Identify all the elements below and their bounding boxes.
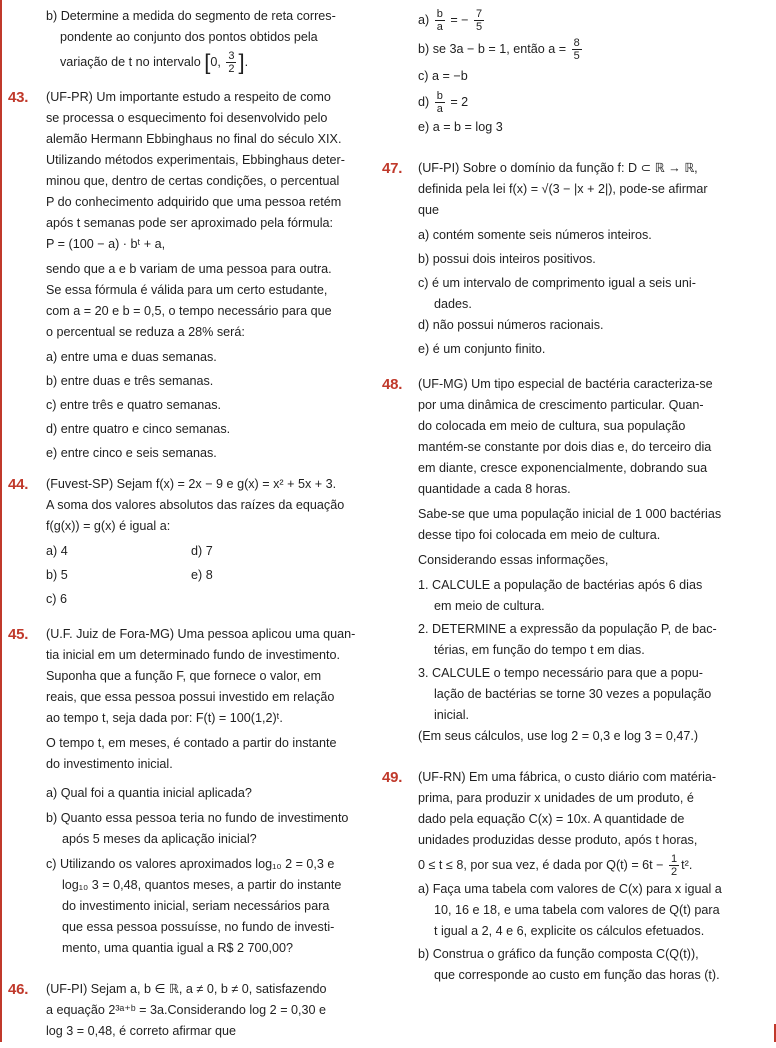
q42b-fraction <box>226 50 236 75</box>
question-43 <box>8 87 360 464</box>
q48-line: desse tipo foi colocada em meio de cultura. <box>418 528 661 542</box>
q47-line: (UF-PI) Sobre o domínio da função f: D ⊂ ℝ → ℝ, <box>418 161 698 175</box>
q47-option-a: a) contém somente seis números inteiros. <box>418 228 652 242</box>
q43-line: alemão Hermann Ebbinghaus no final do século XIX. <box>46 131 342 146</box>
q49-frac <box>669 853 679 878</box>
q47-line: definida pela lei f(x) = √(3 − |x + 2|), pode-se afirmar <box>418 182 708 196</box>
question-number: 49. <box>382 769 403 786</box>
q45-line: ao tempo t, seja dada por: F(t) = 100(1,2)ᵗ. <box>46 710 283 725</box>
q43-line: Utilizando métodos experimentais, Ebbinghaus deter- <box>46 152 345 167</box>
q43-option-d: d) entre quatro e cinco semanas. <box>46 421 231 436</box>
q42b-interval-zero: 0, <box>210 55 221 69</box>
q47-option-b: b) possui dois inteiros positivos. <box>418 252 596 266</box>
q46-option-a <box>418 6 744 34</box>
q44-line: (Fuvest-SP) Sejam f(x) = 2x − 9 e g(x) = x² + 5x + 3. <box>46 476 337 491</box>
q48-line: em diante, cresce exponencialmente, dobrando sua <box>418 461 708 475</box>
q47-line: que <box>418 203 440 217</box>
question-number: 46. <box>8 980 29 998</box>
question-number: 43. <box>8 88 29 106</box>
q46-a-label: a) <box>418 13 430 27</box>
q47-option-c-cont: dades. <box>434 297 472 311</box>
q49-line: dado pela equação C(x) = 10x. A quantidade de <box>418 812 685 826</box>
frac-num: 1 <box>671 853 678 866</box>
q45-line: O tempo t, em meses, é contado a partir do instante <box>46 735 337 750</box>
q47-option-e: e) é um conjunto finito. <box>418 342 546 356</box>
q49-option-a-cont: t igual a 2, 4 e 6, explicite os cálculos efetuados. <box>434 924 705 938</box>
q43-line: P do conhecimento adquirido que uma pessoa retém <box>46 194 342 209</box>
question-number: 47. <box>382 160 403 177</box>
q48-item-1-cont: em meio de cultura. <box>434 599 545 613</box>
q49-line: unidades produzidas desse produto, após t horas, <box>418 833 698 847</box>
q45-line: reais, que essa pessoa possui investido em relação <box>46 689 335 704</box>
q42b-frac-num: 3 <box>228 50 235 63</box>
q49-line: prima, para produzir x unidades de um produto, é <box>418 791 694 805</box>
q45-line: (U.F. Juiz de Fora-MG) Uma pessoa aplicou uma quan- <box>46 626 356 641</box>
right-column <box>382 6 744 992</box>
page-edge-rule <box>0 0 2 1042</box>
q45-option-c-cont: mento, uma quantia igual a R$ 2 700,00? <box>62 940 294 955</box>
q46-d-frac <box>435 90 445 115</box>
q47-option-d: d) não possui números racionais. <box>418 318 604 332</box>
q43-line: se processa o esquecimento foi desenvolvido pelo <box>46 110 328 125</box>
question-number: 48. <box>382 376 403 393</box>
q48-line: do colocada em meio de cultura, sua população <box>418 419 686 433</box>
q48-item-2-cont: térias, em função do tempo t em dias. <box>434 643 645 657</box>
q49-line: (UF-RN) Em uma fábrica, o custo diário com matéria- <box>418 770 717 784</box>
q48-line: por uma dinâmica de crescimento particular. Quan- <box>418 398 704 412</box>
q48-line: Sabe-se que uma população inicial de 1 000 bactérias <box>418 507 722 521</box>
question-48 <box>382 374 744 747</box>
q48-line: mantém-se constante por dois dias e, do terceiro dia <box>418 440 712 454</box>
q43-option-b: b) entre duas e três semanas. <box>46 373 214 388</box>
q48-line: Considerando essas informações, <box>418 553 609 567</box>
q44-option-e: e) 8 <box>191 567 213 582</box>
frac-num: 8 <box>573 37 580 50</box>
q46-b-frac <box>572 37 582 62</box>
q42b-line-3: variação de t no intervalo [0, $\frac{3}{2}$ ]. <box>60 49 249 76</box>
q48-item-2: 2. DETERMINE a expressão da população P, de bac- <box>418 622 717 636</box>
q46-b-text: b) se 3a − b = 1, então a = <box>418 42 567 56</box>
q49-option-a: a) Faça uma tabela com valores de C(x) para x igual a <box>418 882 722 896</box>
q43-line: Se essa fórmula é válida para um certo estudante, <box>46 282 328 297</box>
q47-option-c: c) é um intervalo de comprimento igual a seis uni- <box>418 276 696 290</box>
q42b-interval-close: ] <box>238 49 245 75</box>
frac-num: 7 <box>476 8 483 21</box>
q46-line: log 3 = 0,48, é correto afirmar que <box>46 1023 237 1038</box>
q45-option-c-cont: do investimento inicial, seriam necessários para <box>62 898 330 913</box>
q46-d-label: d) <box>418 95 430 109</box>
q43-option-e: e) entre cinco e seis semanas. <box>46 445 217 460</box>
q43-line: sendo que a e b variam de uma pessoa para outra. <box>46 261 332 276</box>
frac-num: b <box>436 8 443 21</box>
question-47 <box>382 158 744 360</box>
q43-formula: P = (100 − a) · bᵗ + a, <box>46 236 166 251</box>
q45-option-a: a) Qual foi a quantia inicial aplicada? <box>46 785 252 800</box>
q44-line: A soma dos valores absolutos das raízes da equação <box>46 497 345 512</box>
q48-item-3-cont: inicial. <box>434 708 469 722</box>
q44-option-a: a) 4 <box>46 543 68 558</box>
frac-num: b <box>436 90 443 103</box>
q48-line: (UF-MG) Um tipo especial de bactéria caracteriza-se <box>418 377 713 391</box>
q42b-frac-den: 2 <box>228 63 235 76</box>
q45-option-c: c) Utilizando os valores aproximados log₁₀ 2 = 0,3 e <box>46 856 335 871</box>
q49-option-b: b) Construa o gráfico da função composta C(Q(t)), <box>418 947 699 961</box>
frac-den: 5 <box>476 21 483 34</box>
q45-line: do investimento inicial. <box>46 756 173 771</box>
q43-line: (UF-PR) Um importante estudo a respeito de como <box>46 89 331 104</box>
q46-d-eq: = 2 <box>450 95 469 109</box>
q45-option-c-cont: log₁₀ 3 = 0,48, quantos meses, a partir do instante <box>62 877 342 892</box>
q45-line: tia inicial em um determinado fundo de investimento. <box>46 647 341 662</box>
q43-line: minou que, dentro de certas condições, o percentual <box>46 173 340 188</box>
q46-a-frac2 <box>474 8 484 33</box>
frac-den: 5 <box>573 50 580 63</box>
left-column <box>8 6 360 1048</box>
q46-a-frac <box>435 8 445 33</box>
question-45 <box>8 624 360 959</box>
frac-den: a <box>436 103 443 116</box>
q45-option-b-cont: após 5 meses da aplicação inicial? <box>62 831 257 846</box>
q46-option-d <box>418 87 744 117</box>
frac-den: a <box>436 21 443 34</box>
q49-option-a-cont: 10, 16 e 18, e uma tabela com valores de Q(t) para <box>434 903 720 917</box>
q43-option-c: c) entre três e quatro semanas. <box>46 397 221 412</box>
q42b-interval-open: [ <box>204 49 211 75</box>
q42b-line-2: pondente ao conjunto dos pontos obtidos pela <box>60 30 318 44</box>
q44-option-d: d) 7 <box>191 543 213 558</box>
question-46 <box>8 979 360 1042</box>
q42b-line-3-text: variação de t no intervalo <box>60 55 201 69</box>
q45-option-c-cont: que essa pessoa possuísse, no fundo de investi- <box>62 919 335 934</box>
q49-option-b-cont: que corresponde ao custo em função das horas (t). <box>434 968 720 982</box>
question-number: 44. <box>8 475 29 493</box>
q43-line: após t semanas pode ser aproximado pela fórmula: <box>46 215 334 230</box>
q45-option-b: b) Quanto essa pessoa teria no fundo de investimento <box>46 810 349 825</box>
question-42b <box>20 6 360 77</box>
q45-line: Suponha que a função F, que fornece o valor, em <box>46 668 322 683</box>
q48-item-3-cont: lação de bactérias se torne 30 vezes a população <box>434 687 712 701</box>
q42b-line-1: b) Determine a medida do segmento de reta corres- <box>46 9 336 23</box>
question-44 <box>8 474 360 610</box>
q46-option-b <box>418 34 744 64</box>
q43-line: com a = 20 e b = 0,5, o tempo necessário para que <box>46 303 332 318</box>
q48-item-3: 3. CALCULE o tempo necessário para que a popu- <box>418 666 703 680</box>
q48-item-1: 1. CALCULE a população de bactérias após 6 dias <box>418 578 703 592</box>
q49-tail: t². <box>681 858 693 872</box>
q49-line-formula <box>418 851 744 879</box>
q46-a-eq: = − <box>450 13 469 27</box>
question-49 <box>382 767 744 986</box>
q49-line-5: 0 ≤ t ≤ 8, por sua vez, é dada por Q(t) = 6t − <box>418 858 664 872</box>
q46-option-c: c) a = −b <box>418 69 468 83</box>
q46-line: (UF-PI) Sejam a, b ∈ ℝ, a ≠ 0, b ≠ 0, satisfazendo <box>46 981 327 996</box>
q46-line: a equação 2³ᵃ⁺ᵇ = 3a.Considerando log 2 = 0,30 e <box>46 1002 327 1017</box>
question-number: 45. <box>8 625 29 643</box>
q46-option-e: e) a = b = log 3 <box>418 120 503 134</box>
question-46-options <box>392 6 744 138</box>
q44-line: f(g(x)) = g(x) é igual a: <box>46 518 171 533</box>
q43-line: o percentual se reduza a 28% será: <box>46 324 245 339</box>
frac-den: 2 <box>671 866 678 879</box>
q48-line: quantidade a cada 8 horas. <box>418 482 571 496</box>
q43-option-a: a) entre uma e duas semanas. <box>46 349 217 364</box>
q44-option-b: b) 5 <box>46 567 68 582</box>
q48-note: (Em seus cálculos, use log 2 = 0,3 e log 3 = 0,47.) <box>418 729 699 743</box>
q44-option-c: c) 6 <box>46 591 67 606</box>
